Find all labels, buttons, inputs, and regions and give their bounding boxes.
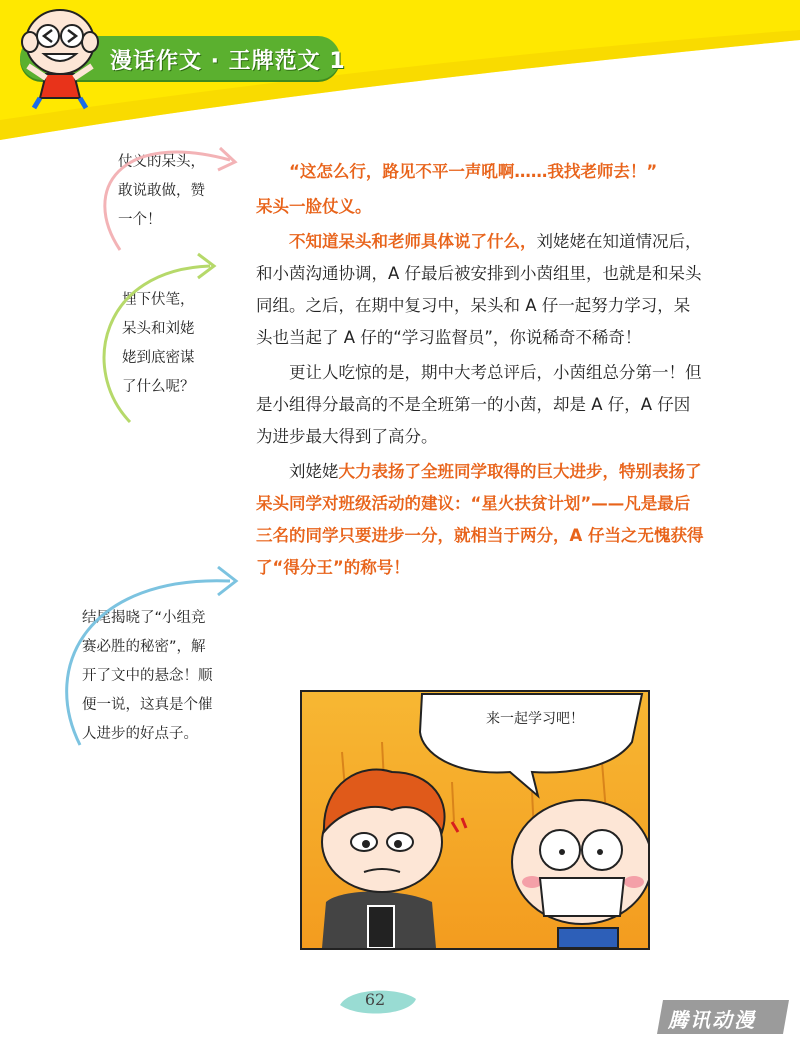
watermark-text: 腾讯动漫 [668,1008,756,1032]
note-line: 人进步的好点子。 [82,726,198,742]
blue-arrow-icon [50,545,250,755]
note-line: 姥到底密谋 [122,350,195,366]
note-line: 一个！ [118,212,162,228]
paragraph-4 [256,456,706,584]
speech-bubble-text: 来一起学习吧！ [486,711,584,727]
note-line: 结尾揭晓了“小组竞 [82,610,206,626]
body-text: 刘姥姥 [289,462,339,481]
note-line: 呆头和刘姥 [122,321,195,337]
quote-attribution: 呆头一脸仗义。 [256,197,372,216]
note-line: 仗义的呆头， [118,154,205,170]
pink-arrow-icon [80,110,250,260]
header-title: 漫话作文 · 王牌范文 1 [110,49,346,74]
paragraph-1 [256,156,706,188]
mascot-icon [10,2,110,112]
note-line: 赛必胜的秘密”，解 [82,639,206,655]
highlight-text: 大力表扬了全班同学取得的巨大进步，特别表扬了呆头同学对班级活动的建议：“星火扶贫计划”——凡是最后三名的同学只要进步一分，就相当于两分，A 仔当之无愧获得了“得分王”的称号！ [256,462,704,577]
note-line: 埋下伏笔， [122,292,195,308]
highlight-text: 不知道呆头和老师具体说了什么， [289,232,537,251]
quote-line: “这怎么行，路见不平一声吼啊……我找老师去！” [289,162,658,181]
paragraph-2 [256,226,706,354]
note-line: 开了文中的悬念！顺 [82,668,213,684]
page-number: 62 [364,990,386,1009]
note-line: 便一说，这真是个催 [82,697,213,713]
note-line: 敢说敢做，赞 [118,183,205,199]
comic-panel [300,690,650,950]
comic-illustration [302,692,648,948]
paragraph-1-cont [256,191,706,223]
body-text: 刘姥姥在知道情况后，和小茵沟通协调，A 仔最后被安排到小茵组里，也就是和呆头同组。之后，在期中复习中，呆头和 A 仔一起努力学习，呆头也当起了 A 仔的“学习监督员”，你说稀奇不稀奇！ [256,232,702,347]
paragraph-3 [256,357,706,453]
note-line: 了什么呢？ [122,379,195,395]
green-arrow-icon [70,250,230,430]
body-text: 更让人吃惊的是，期中大考总评后，小茵组总分第一！但是小组得分最高的不是全班第一的小茵，却是 A 仔，A 仔因为进步最大得到了高分。 [256,363,702,446]
article-body [256,156,706,587]
